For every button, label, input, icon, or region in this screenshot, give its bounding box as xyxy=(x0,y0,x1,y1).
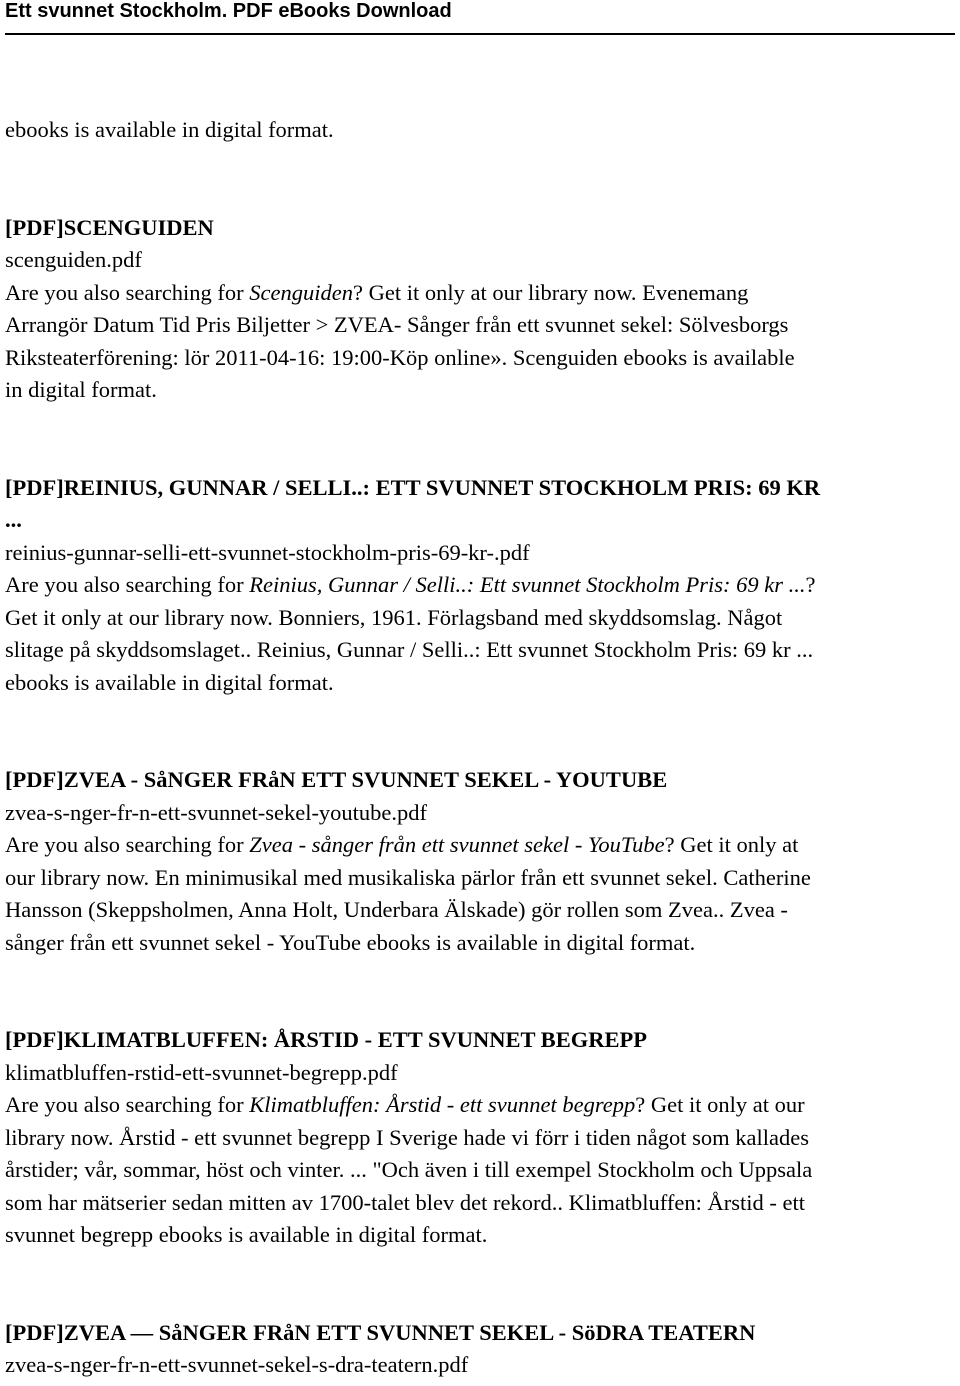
result-title[interactable]: [PDF]ZVEA — SåNGER FRåN ETT SVUNNET SEKEL - SöDRA TEATERN xyxy=(5,1319,756,1345)
result-item xyxy=(5,1317,955,1382)
result-item xyxy=(5,472,955,700)
page-title: Ett svunnet Stockholm. PDF eBooks Download xyxy=(5,0,452,22)
result-title[interactable]: [PDF]SCENGUIDEN xyxy=(5,214,214,240)
searching-suffix: ? Get it only at our library now. Evenemang xyxy=(353,279,749,305)
searching-prefix: Are you also searching for xyxy=(5,1092,250,1117)
result-item xyxy=(5,764,955,959)
intro-text: ebooks is available in digital format. xyxy=(5,117,334,142)
result-body-line: årstider; vår, sommar, höst och vinter. ... "Och även i till exempel Stockholm och Uppsala xyxy=(5,1157,813,1182)
result-body-line: Arrangör Datum Tid Pris Biljetter > ZVEA- Sånger från ett svunnet sekel: Sölvesborgs xyxy=(5,312,789,337)
result-body-line: Get it only at our library now. Bonniers, 1961. Förlagsband med skyddsomslag. Något xyxy=(5,604,783,630)
result-item xyxy=(5,212,955,407)
result-title-continuation: ... xyxy=(5,507,22,532)
searching-term: Klimatbluffen: Årstid - ett svunnet begrepp xyxy=(249,1092,636,1117)
spacer xyxy=(5,1252,955,1317)
result-body-line: ebooks is available in digital format. xyxy=(5,669,334,695)
result-filename: reinius-gunnar-selli-ett-svunnet-stockholm-pris-69-kr-.pdf xyxy=(5,539,530,565)
result-body-line: svunnet begrepp ebooks is available in digital format. xyxy=(5,1222,488,1247)
searching-term: Scenguiden xyxy=(249,279,354,305)
result-searching-line xyxy=(5,277,955,310)
searching-term: Zvea - sånger från ett svunnet sekel - YouTube xyxy=(249,832,665,857)
result-searching-line xyxy=(5,829,955,862)
document-body xyxy=(5,114,955,1382)
result-filename: scenguiden.pdf xyxy=(5,247,142,272)
spacer xyxy=(5,959,955,1024)
result-body-line: sånger från ett svunnet sekel - YouTube ebooks is available in digital format. xyxy=(5,929,696,955)
result-body-line: Riksteaterförening: lör 2011-04-16: 19:00-Köp online». Scenguiden ebooks is available xyxy=(5,344,795,370)
result-item xyxy=(5,1024,955,1252)
result-body-line: library now. Årstid - ett svunnet begrepp I Sverige hade vi förr i tiden något som kallades xyxy=(5,1124,809,1150)
searching-prefix: Are you also searching for xyxy=(5,832,250,857)
result-body-line: our library now. En minimusikal med musikaliska pärlor från ett svunnet sekel. Catherine xyxy=(5,864,811,890)
searching-prefix: Are you also searching for xyxy=(5,279,250,305)
spacer xyxy=(5,699,955,764)
result-filename: zvea-s-nger-fr-n-ett-svunnet-sekel-youtube.pdf xyxy=(5,799,428,825)
spacer xyxy=(5,407,955,472)
searching-suffix: ? xyxy=(805,572,816,597)
result-body-line: in digital format. xyxy=(5,377,157,402)
result-body-line: som har mätserier sedan mitten av 1700-talet blev det rekord.. Klimatbluffen: Årstid - ett xyxy=(5,1189,805,1215)
result-title[interactable]: [PDF]KLIMATBLUFFEN: ÅRSTID - ETT SVUNNET BEGREPP xyxy=(5,1027,647,1052)
searching-prefix: Are you also searching for xyxy=(5,572,250,597)
searching-suffix: ? Get it only at xyxy=(664,832,799,857)
page-header xyxy=(5,0,955,35)
result-body-line: Hansson (Skeppsholmen, Anna Holt, Underbara Älskade) gör rollen som Zvea.. Zvea - xyxy=(5,897,788,922)
result-body-line: slitage på skyddsomslaget.. Reinius, Gunnar / Selli..: Ett svunnet Stockholm Pris: 69 kr ... xyxy=(5,637,814,662)
result-title[interactable]: [PDF]REINIUS, GUNNAR / SELLI..: ETT SVUNNET STOCKHOLM PRIS: 69 KR xyxy=(5,474,821,500)
result-searching-line xyxy=(5,1089,955,1122)
searching-term: Reinius, Gunnar / Selli..: Ett svunnet Stockholm Pris: 69 kr ... xyxy=(249,572,806,597)
result-filename: klimatbluffen-rstid-ett-svunnet-begrepp.pdf xyxy=(5,1059,398,1085)
searching-suffix: ? Get it only at our xyxy=(635,1092,805,1117)
result-title[interactable]: [PDF]ZVEA - SåNGER FRåN ETT SVUNNET SEKEL - YOUTUBE xyxy=(5,767,668,792)
result-searching-line xyxy=(5,569,955,602)
spacer xyxy=(5,147,955,212)
result-filename: zvea-s-nger-fr-n-ett-svunnet-sekel-s-dra-teatern.pdf xyxy=(5,1352,469,1377)
